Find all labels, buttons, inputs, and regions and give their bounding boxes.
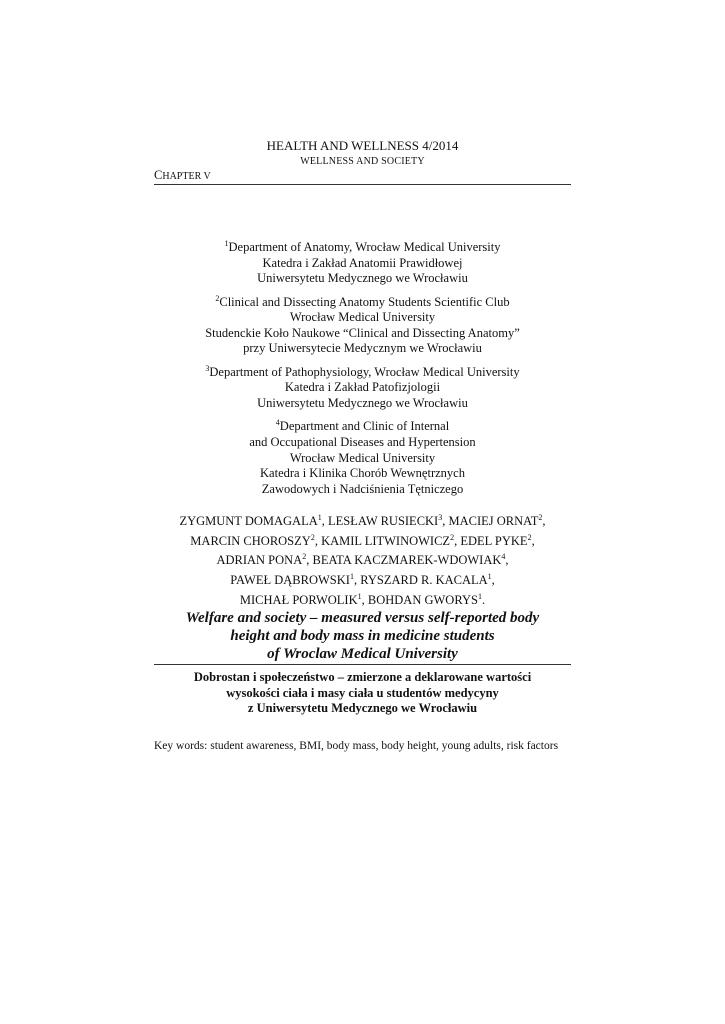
running-header bbox=[154, 138, 571, 170]
author-affiliation-number: 2 bbox=[310, 532, 315, 542]
author-name: BOHDAN GWORYS bbox=[367, 592, 478, 607]
title-line: height and body mass in medicine students bbox=[230, 628, 495, 644]
author-separator: , bbox=[454, 533, 461, 548]
author-name: MICHAŁ PORWOLIK bbox=[239, 592, 358, 607]
author-affiliation-number: 4 bbox=[501, 552, 506, 562]
chapter-initial: C bbox=[154, 168, 163, 182]
affiliation-line: Department of Pathophysiology, Wrocław Medical University bbox=[209, 364, 520, 379]
author-line bbox=[154, 530, 571, 550]
author-affiliation-number: 3 bbox=[438, 513, 443, 522]
author-separator: , bbox=[306, 553, 313, 568]
journal-title: HEALTH AND WELLNESS 4/2014 bbox=[266, 138, 459, 153]
affiliation-number: 4 bbox=[275, 418, 280, 428]
affiliation-3 bbox=[154, 361, 571, 412]
affiliation-number: 1 bbox=[224, 239, 229, 248]
affiliation-line: and Occupational Diseases and Hypertension bbox=[249, 435, 476, 450]
author-name: ZYGMUNT DOMAGALA bbox=[179, 514, 318, 529]
author-line bbox=[154, 549, 571, 569]
affiliation-2 bbox=[154, 291, 571, 357]
affiliation-line: przy Uniwersytecie Medycznym we Wrocławiu bbox=[243, 341, 482, 356]
section-title: WELLNESS AND SOCIETY bbox=[300, 156, 425, 167]
author-separator: , bbox=[542, 514, 546, 529]
author-separator: , bbox=[321, 514, 328, 529]
author-separator: , bbox=[353, 573, 361, 588]
author-separator: , bbox=[491, 573, 495, 588]
chapter-label bbox=[154, 168, 571, 185]
affiliation-number: 2 bbox=[215, 293, 220, 303]
author-list bbox=[154, 510, 571, 608]
author-name: LESŁAW RUSIECKI bbox=[328, 514, 439, 529]
affiliation-line: Uniwersytetu Medycznego we Wrocławiu bbox=[257, 395, 468, 410]
author-affiliation-number: 1 bbox=[349, 571, 354, 581]
title-line: z Uniwersytetu Medycznego we Wrocławiu bbox=[247, 701, 478, 715]
affiliation-line: Katedra i Zakład Anatomii Prawidłowej bbox=[262, 255, 463, 270]
author-name: EDEL PYKE bbox=[460, 533, 528, 548]
author-line bbox=[154, 510, 571, 530]
author-affiliation-number: 2 bbox=[450, 532, 455, 542]
author-name: ADRIAN PONA bbox=[216, 553, 303, 568]
title-line: of Wroclaw Medical University bbox=[267, 646, 458, 662]
title-line: wysokości ciała i masy ciała u studentów medycyny bbox=[226, 685, 499, 700]
affiliations bbox=[154, 236, 571, 501]
chapter-rest: HAPTER V bbox=[162, 171, 211, 182]
keywords: Key words: student awareness, BMI, body mass, body height, young adults, risk factors bbox=[154, 740, 559, 752]
author-name: BEATA KACZMAREK-WDOWIAK bbox=[312, 553, 502, 568]
affiliation-line: Uniwersytetu Medycznego we Wrocławiu bbox=[257, 271, 468, 286]
author-affiliation-number: 1 bbox=[487, 571, 492, 581]
author-affiliation-number: 1 bbox=[357, 591, 362, 601]
author-name: MACIEJ ORNAT bbox=[448, 514, 539, 529]
affiliation-line: Wrocław Medical University bbox=[289, 310, 436, 325]
author-affiliation-number: 1 bbox=[477, 591, 482, 601]
author-name: KAMIL LITWINOWICZ bbox=[321, 533, 451, 548]
title-line: Dobrostan i społeczeństwo – zmierzone a deklarowane wartości bbox=[193, 670, 532, 684]
author-name: MARCIN CHOROSZY bbox=[190, 533, 311, 548]
author-line bbox=[154, 589, 571, 609]
article-title-english bbox=[154, 609, 571, 665]
affiliation-line: Studenckie Koło Naukowe “Clinical and Dissecting Anatomy” bbox=[205, 325, 520, 340]
affiliation-4 bbox=[154, 415, 571, 497]
author-separator: , bbox=[531, 533, 535, 548]
affiliation-line: Wrocław Medical University bbox=[289, 450, 436, 465]
title-line: Welfare and society – measured versus self-reported body bbox=[185, 610, 540, 626]
author-separator: , bbox=[314, 533, 322, 548]
author-separator: , bbox=[505, 553, 509, 568]
article-title-polish bbox=[154, 670, 571, 717]
author-affiliation-number: 2 bbox=[302, 552, 307, 562]
affiliation-line: Department and Clinic of Internal bbox=[279, 419, 450, 434]
affiliation-number: 3 bbox=[205, 363, 210, 373]
affiliation-line: Katedra i Zakład Patofizjologii bbox=[284, 380, 441, 395]
affiliation-line: Zawodowych i Nadciśnienia Tętniczego bbox=[261, 481, 464, 496]
author-affiliation-number: 2 bbox=[527, 532, 532, 542]
author-affiliation-number: 1 bbox=[317, 513, 322, 522]
affiliation-line: Department of Anatomy, Wrocław Medical University bbox=[228, 240, 501, 255]
author-affiliation-number: 2 bbox=[538, 513, 543, 522]
affiliation-line: Katedra i Klinika Chorób Wewnętrznych bbox=[260, 466, 465, 481]
author-name: RYSZARD R. KACALA bbox=[360, 573, 488, 588]
affiliation-line: Clinical and Dissecting Anatomy Students Scientific Club bbox=[219, 294, 510, 309]
author-separator: . bbox=[481, 592, 486, 607]
author-separator: , bbox=[442, 514, 449, 529]
affiliation-1 bbox=[154, 236, 571, 287]
author-name: PAWEŁ DĄBROWSKI bbox=[230, 573, 350, 588]
author-line bbox=[154, 569, 571, 589]
author-separator: , bbox=[361, 592, 368, 607]
